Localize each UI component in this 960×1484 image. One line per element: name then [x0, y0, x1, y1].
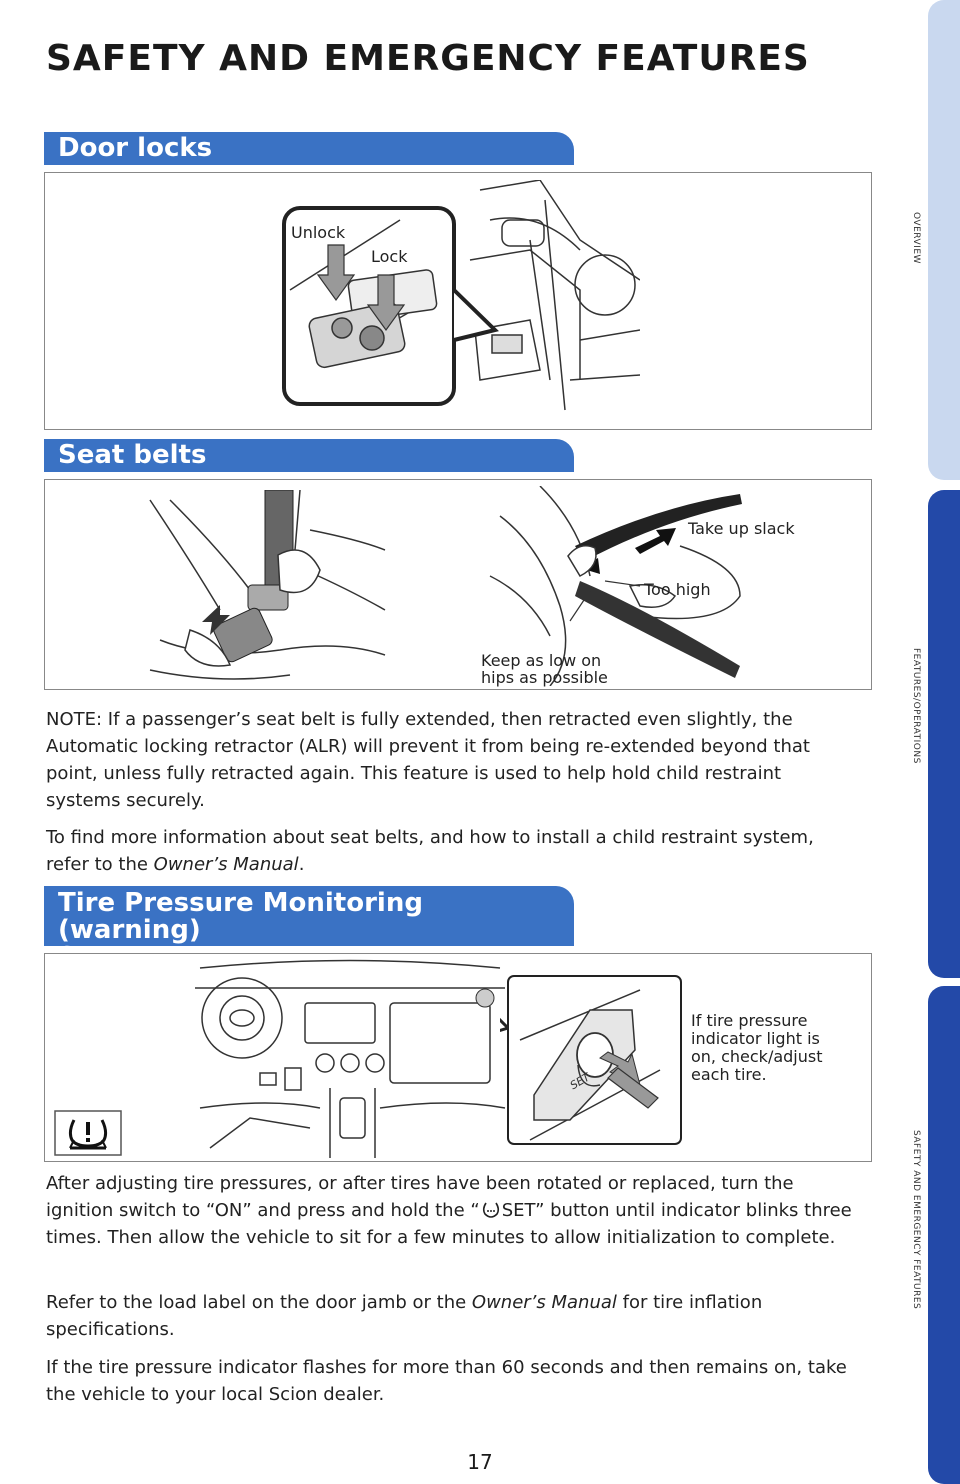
door-lock-illustration — [280, 180, 640, 420]
tpms-header-line1: Tire Pressure Monitoring (warning) — [58, 888, 423, 945]
side-label-overview: OVERVIEW — [911, 212, 921, 264]
tpms-para1-after: SET” button until indicator blinks three times. Then allow the vehicle to sit for a few minutes to allow initialization to complete. — [46, 1200, 852, 1248]
tpms-callout — [691, 1012, 823, 1084]
tpms-para2-after: for tire inflation specifications. — [46, 1292, 763, 1340]
tpms-callout-line4: each tire. — [691, 1065, 767, 1084]
tpms-reset-instructions — [46, 1170, 866, 1251]
page-number: 17 — [467, 1450, 493, 1474]
seat-belt-more-info — [46, 824, 846, 878]
callout-take-up-slack: Take up slack — [688, 519, 795, 538]
tpms-callout-line2: indicator light is — [691, 1029, 820, 1048]
callout-too-high: Too high — [644, 580, 711, 599]
dashboard-illustration — [190, 958, 510, 1158]
section-header-door-locks: Door locks — [44, 132, 574, 165]
tpms-flashing-note: If the tire pressure indicator flashes for more than 60 seconds and then remains on, take the vehicle to your local Scion dealer. — [46, 1357, 847, 1405]
section-header-seat-belts: Seat belts — [44, 439, 574, 472]
callout-lock: Lock — [371, 247, 408, 266]
tpms-callout-line1: If tire pressure — [691, 1011, 808, 1030]
side-tab-safety[interactable] — [928, 986, 960, 1484]
set-button-inset — [500, 970, 690, 1150]
more-info-suffix: . — [298, 854, 305, 875]
callout-keep-low-line1: Keep as low on — [481, 651, 602, 670]
tpms-para1-before: After adjusting tire pressures, or after tires have been rotated or replaced, turn the ignition switch to “ON” and press and hold the “ — [46, 1173, 794, 1221]
tpms-owners-manual-reference: Owner’s Manual — [471, 1292, 617, 1313]
owners-manual-reference: Owner’s Manual — [153, 854, 299, 875]
seat-belt-note: NOTE: If a passenger’s seat belt is fully extended, then retracted even slightly, the Automatic locking retractor (ALR) will prevent it from being re-extended beyond that point, unless fully retracted again. This feature is used to help hold child restraint systems securely. — [46, 709, 810, 811]
set-button-label: SET — [567, 1070, 593, 1093]
side-label-safety: SAFETY AND EMERGENCY FEATURES — [911, 1130, 921, 1310]
tpms-load-label-reference — [46, 1289, 866, 1343]
page-title: SAFETY AND EMERGENCY FEATURES — [46, 38, 810, 79]
more-info-prefix: To find more information about seat belts, and how to install a child restraint system, refer to the — [46, 827, 814, 875]
tpms-callout-line3: on, check/adjust — [691, 1047, 823, 1066]
tpms-para2-before: Refer to the load label on the door jamb or the — [46, 1292, 472, 1313]
side-tab-features[interactable] — [928, 490, 960, 978]
tire-pressure-warning-icon — [54, 1110, 122, 1156]
seat-belt-buckle-illustration — [130, 490, 390, 688]
side-tab-overview[interactable] — [928, 0, 960, 480]
side-label-features: FEATURES/OPERATIONS — [911, 648, 921, 764]
callout-keep-low-line2: hips as possible — [481, 668, 608, 687]
tpms-set-button-icon — [480, 1201, 502, 1219]
callout-unlock: Unlock — [291, 223, 346, 242]
section-header-tpms — [44, 886, 574, 946]
